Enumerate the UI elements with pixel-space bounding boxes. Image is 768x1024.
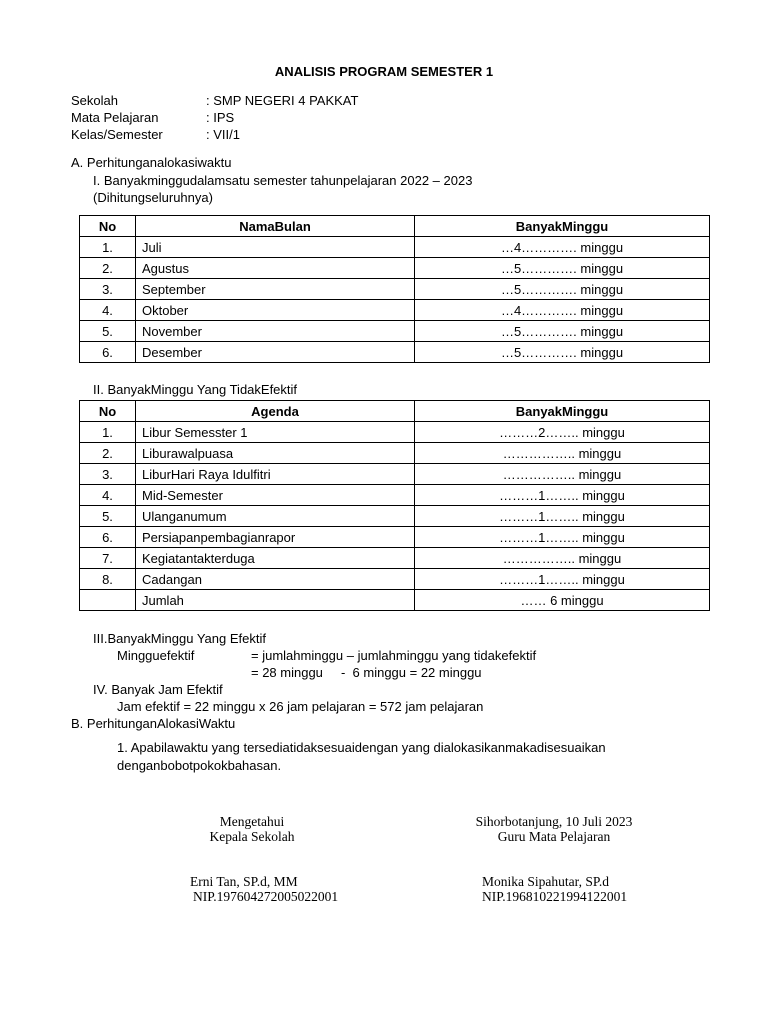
header-month: NamaBulan	[136, 216, 415, 237]
table-ineffective-weeks	[79, 400, 710, 611]
cell-weeks: ………1…….. minggu	[415, 569, 710, 590]
cell-agenda: Mid-Semester	[136, 485, 415, 506]
cell-agenda: Liburawalpuasa	[136, 443, 415, 464]
cell-month: November	[136, 321, 415, 342]
info-label-subject: Mata Pelajaran	[71, 110, 159, 125]
cell-no: 3.	[80, 464, 136, 485]
cell-no: 8.	[80, 569, 136, 590]
effective-hours-line: Jam efektif = 22 minggu x 26 jam pelajaran = 572 jam pelajaran	[117, 699, 484, 714]
cell-no: 2.	[80, 258, 136, 279]
sign-left-name: Erni Tan, SP.d, MM	[190, 874, 298, 889]
table-row	[80, 569, 710, 590]
header-weeks: BanyakMinggu	[415, 401, 710, 422]
cell-month: Desember	[136, 342, 415, 363]
cell-weeks: ………1…….. minggu	[415, 506, 710, 527]
effective-weeks-result: = 28 minggu - 6 minggu = 22 minggu	[251, 665, 482, 680]
cell-agenda: Libur Semesster 1	[136, 422, 415, 443]
sub-iv-heading: IV. Banyak Jam Efektif	[93, 682, 223, 697]
table-row	[80, 300, 710, 321]
cell-month: Agustus	[136, 258, 415, 279]
info-value-class: : VII/1	[206, 127, 240, 142]
cell-no: 4.	[80, 300, 136, 321]
table-row	[80, 527, 710, 548]
table-row	[80, 237, 710, 258]
cell-weeks: …4…………. minggu	[415, 237, 710, 258]
effective-weeks-label: Mingguefektif	[117, 648, 195, 663]
cell-weeks: …………….. minggu	[415, 464, 710, 485]
header-no: No	[80, 401, 136, 422]
cell-no: 2.	[80, 443, 136, 464]
cell-no: 3.	[80, 279, 136, 300]
info-value-subject: : IPS	[206, 110, 235, 125]
cell-no: 5.	[80, 506, 136, 527]
table-months	[79, 215, 710, 363]
cell-agenda: LiburHari Raya Idulfitri	[136, 464, 415, 485]
table-row	[80, 422, 710, 443]
cell-no: 6.	[80, 342, 136, 363]
cell-agenda: Kegiatantakterduga	[136, 548, 415, 569]
section-a-heading: A. Perhitunganalokasiwaktu	[71, 155, 232, 170]
cell-weeks: …5…………. minggu	[415, 321, 710, 342]
table-header-row	[80, 216, 710, 237]
table-row	[80, 485, 710, 506]
header-no: No	[80, 216, 136, 237]
section-b-line1: 1. Apabilawaktu yang tersediatidaksesuaidengan yang dialokasikanmakadisesuaikan	[117, 740, 606, 755]
cell-no: 1.	[80, 237, 136, 258]
sign-left-nip: NIP.197604272005022001	[193, 889, 339, 904]
cell-agenda: Persiapanpembagianrapor	[136, 527, 415, 548]
cell-total-weeks: …… 6 minggu	[415, 590, 710, 611]
table-row	[80, 342, 710, 363]
table-row	[80, 464, 710, 485]
section-b-line2: denganbobotpokokbahasan.	[117, 758, 282, 773]
cell-agenda: Ulanganumum	[136, 506, 415, 527]
page-title: ANALISIS PROGRAM SEMESTER 1	[274, 64, 494, 79]
table-row	[80, 321, 710, 342]
header-agenda: Agenda	[136, 401, 415, 422]
cell-no: 6.	[80, 527, 136, 548]
cell-weeks: …………….. minggu	[415, 548, 710, 569]
header-weeks: BanyakMinggu	[415, 216, 710, 237]
info-label-class: Kelas/Semester	[71, 127, 163, 142]
sign-right-nip: NIP.196810221994122001	[482, 889, 628, 904]
sign-left-line2: Kepala Sekolah	[209, 829, 295, 844]
section-b-heading: B. PerhitunganAlokasiWaktu	[71, 716, 236, 731]
cell-weeks: …5…………. minggu	[415, 342, 710, 363]
cell-month: Oktober	[136, 300, 415, 321]
sub-i-note: (Dihitungseluruhnya)	[93, 190, 213, 205]
sub-ii-heading: II. BanyakMinggu Yang TidakEfektif	[93, 382, 298, 397]
cell-no: 1.	[80, 422, 136, 443]
cell-month: Juli	[136, 237, 415, 258]
sub-i-heading: I. Banyakminggudalamsatu semester tahunpelajaran 2022 – 2023	[93, 173, 473, 188]
info-value-school: : SMP NEGERI 4 PAKKAT	[206, 93, 359, 108]
table-row	[80, 443, 710, 464]
cell-no	[80, 590, 136, 611]
cell-weeks: …5…………. minggu	[415, 258, 710, 279]
table-row	[80, 548, 710, 569]
cell-no: 7.	[80, 548, 136, 569]
cell-no: 4.	[80, 485, 136, 506]
table-row	[80, 506, 710, 527]
cell-weeks: …4…………. minggu	[415, 300, 710, 321]
effective-weeks-formula: = jumlahminggu – jumlahminggu yang tidakefektif	[251, 648, 537, 663]
cell-agenda: Cadangan	[136, 569, 415, 590]
sign-left-line1: Mengetahui	[219, 814, 285, 829]
sub-iii-heading: III.BanyakMinggu Yang Efektif	[93, 631, 266, 646]
sign-right-line1: Sihorbotanjung, 10 Juli 2023	[475, 814, 633, 829]
table-row	[80, 279, 710, 300]
table-total-row	[80, 590, 710, 611]
cell-weeks: ………1…….. minggu	[415, 527, 710, 548]
sign-right-name: Monika Sipahutar, SP.d	[482, 874, 609, 889]
cell-weeks: ………1…….. minggu	[415, 485, 710, 506]
sign-right-line2: Guru Mata Pelajaran	[497, 829, 611, 844]
table-header-row	[80, 401, 710, 422]
cell-weeks: …5…………. minggu	[415, 279, 710, 300]
info-label-school: Sekolah	[71, 93, 118, 108]
cell-month: September	[136, 279, 415, 300]
table-row	[80, 258, 710, 279]
cell-weeks: ………2…….. minggu	[415, 422, 710, 443]
cell-weeks: …………….. minggu	[415, 443, 710, 464]
cell-no: 5.	[80, 321, 136, 342]
cell-total-label: Jumlah	[136, 590, 415, 611]
